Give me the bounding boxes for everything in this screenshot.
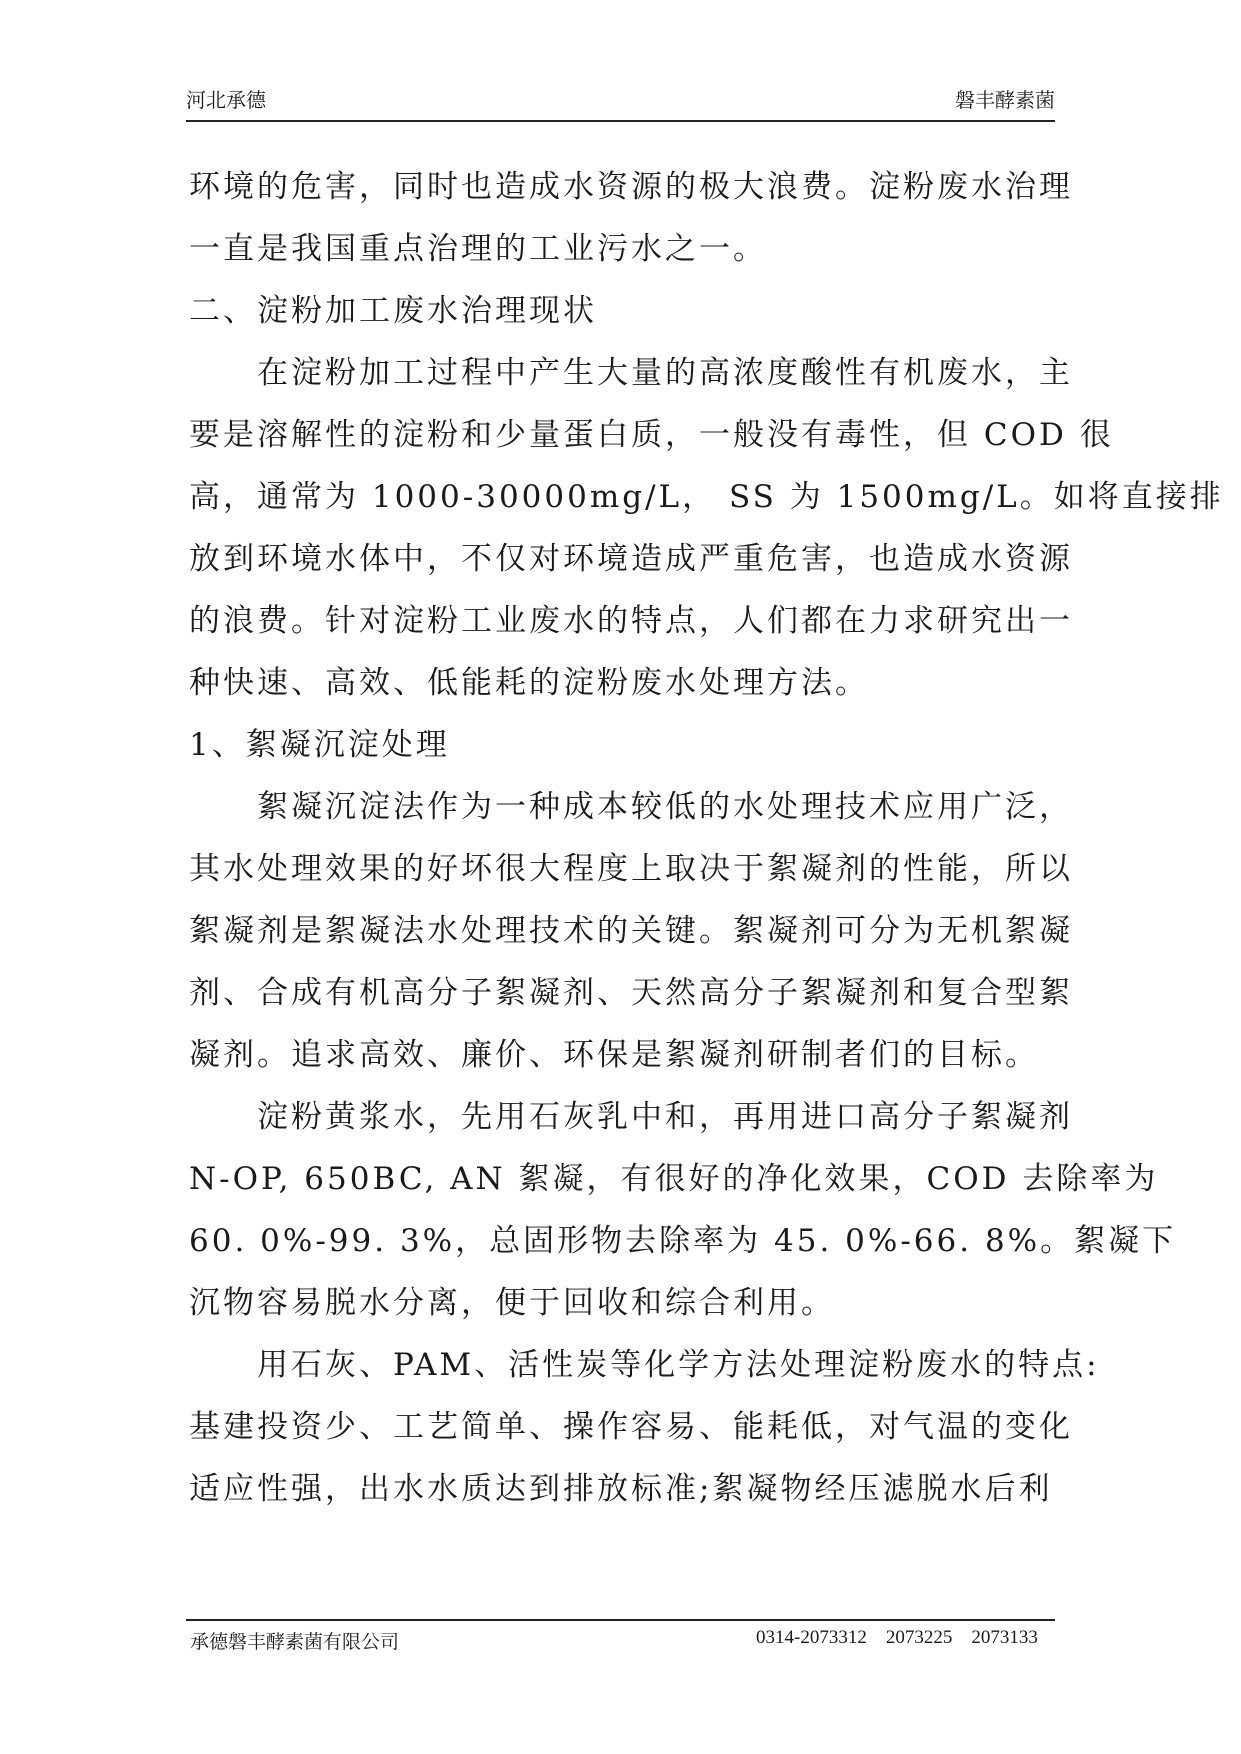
text-line: 要是溶解性的淀粉和少量蛋白质，一般没有毒性，但 COD 很 (189, 417, 1114, 453)
page-footer (186, 1619, 1055, 1661)
text-line: 在淀粉加工过程中产生大量的高浓度酸性有机废水，主 (257, 355, 1073, 391)
header-brand: 磐丰酵素菌 (955, 88, 1055, 112)
text-line: 其水处理效果的好坏很大程度上取决于絮凝剂的性能，所以 (189, 851, 1073, 887)
footer-phones: 0314-2073312 2073225 2073133 (756, 1627, 1038, 1648)
text-line: N-OP, 650BC, AN 絮凝，有很好的净化效果，COD 去除率为 (189, 1161, 1159, 1197)
section-heading: 二、淀粉加工废水治理现状 (189, 293, 597, 329)
text-line: 一直是我国重点治理的工业污水之一。 (189, 231, 767, 267)
text-line: 的浪费。针对淀粉工业废水的特点，人们都在力求研究出一 (189, 603, 1073, 639)
text-line: 环境的危害，同时也造成水资源的极大浪费。淀粉废水治理 (189, 169, 1073, 205)
page-header (186, 82, 1055, 122)
header-location: 河北承德 (186, 88, 266, 112)
text-line: 种快速、高效、低能耗的淀粉废水处理方法。 (189, 665, 869, 701)
footer-company: 承德磐丰酵素菌有限公司 (190, 1632, 400, 1653)
text-line: 基建投资少、工艺简单、操作容易、能耗低，对气温的变化 (189, 1409, 1073, 1445)
text-line: 放到环境水体中，不仅对环境造成严重危害，也造成水资源 (189, 541, 1073, 577)
text-line: 淀粉黄浆水，先用石灰乳中和，再用进口高分子絮凝剂 (257, 1099, 1073, 1135)
body-text (189, 156, 1224, 1520)
text-line: 絮凝剂是絮凝法水处理技术的关键。絮凝剂可分为无机絮凝 (189, 913, 1073, 949)
text-line: 适应性强，出水水质达到排放标准;絮凝物经压滤脱水后利 (189, 1471, 1053, 1507)
text-line: 用石灰、PAM、活性炭等化学方法处理淀粉废水的特点: (257, 1347, 1100, 1383)
text-line: 高，通常为 1000-30000mg/L， SS 为 1500mg/L。如将直接排 (189, 479, 1224, 515)
text-line: 60. 0%-99. 3%，总固形物去除率为 45. 0%-66. 8%。絮凝下 (189, 1223, 1177, 1259)
text-line: 沉物容易脱水分离，便于回收和综合利用。 (189, 1285, 835, 1321)
text-line: 剂、合成有机高分子絮凝剂、天然高分子絮凝剂和复合型絮 (189, 975, 1073, 1011)
subsection-heading: 1、絮凝沉淀处理 (189, 727, 450, 763)
text-line: 凝剂。追求高效、廉价、环保是絮凝剂研制者们的目标。 (189, 1037, 1039, 1073)
text-line: 絮凝沉淀法作为一种成本较低的水处理技术应用广泛， (257, 789, 1073, 825)
